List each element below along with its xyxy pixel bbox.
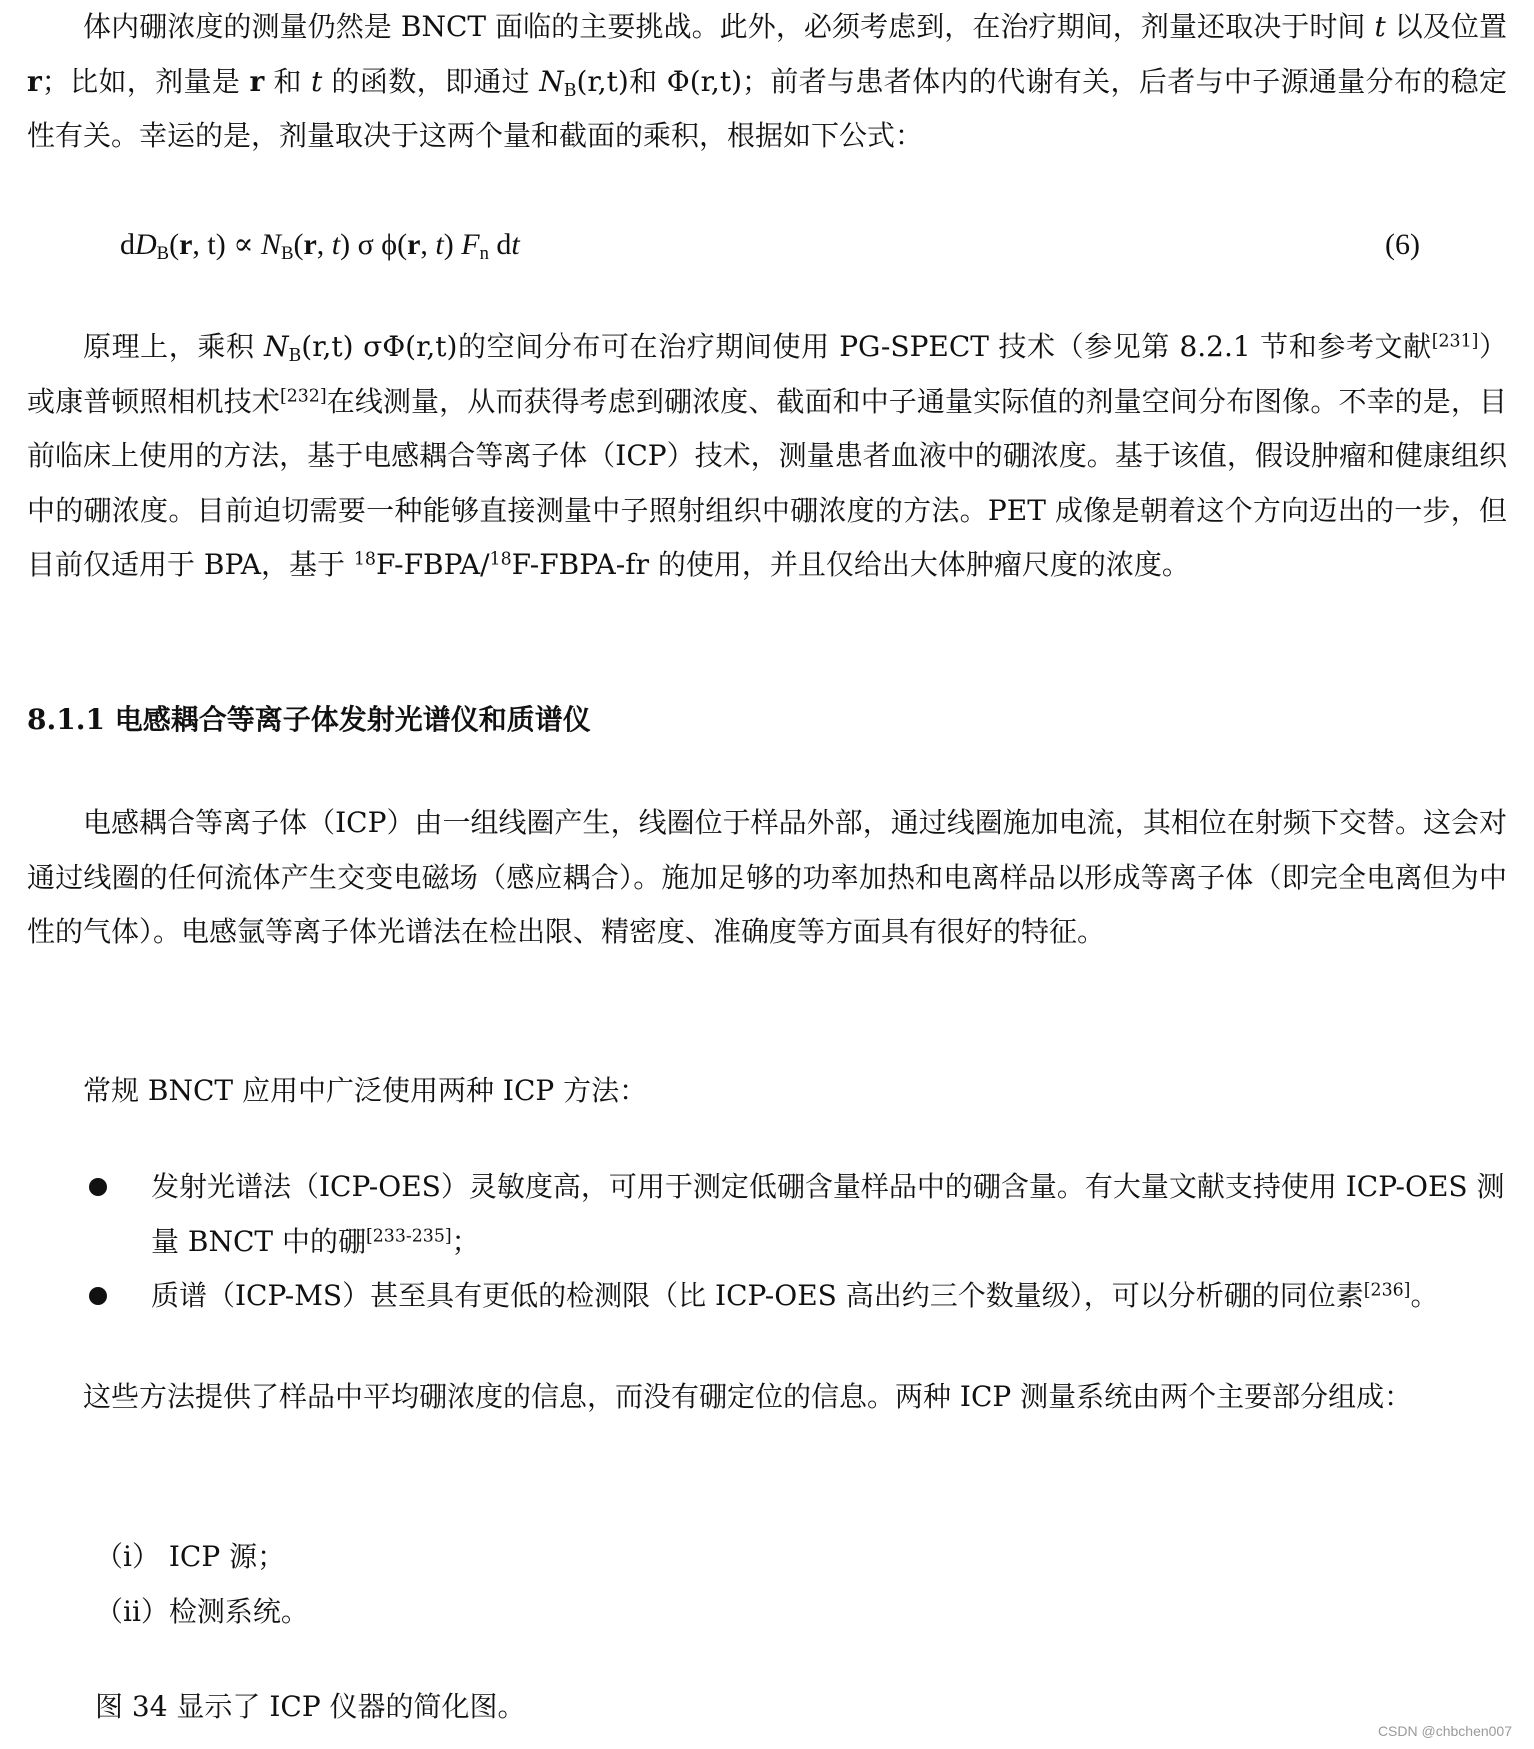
paragraph-components <box>27 1370 1507 1425</box>
citation-231: [231] <box>1431 331 1479 352</box>
paragraph-figure-ref <box>95 1680 1495 1735</box>
paragraph-components-text: 这些方法提供了样品中平均硼浓度的信息，而没有硼定位的信息。两种 ICP 测量系统由两个主要部分组成： <box>83 1380 1413 1413</box>
watermark: CSDN @chbchen007 <box>1377 1723 1512 1739</box>
citation-233-235: [233-235] <box>365 1225 452 1246</box>
paragraph-methods-intro <box>27 1064 1507 1119</box>
paragraph-intro <box>27 0 1507 164</box>
bullet-dot-icon <box>89 1287 107 1305</box>
bullet-item-icp-ms: 质谱（ICP-MS）甚至具有更低的检测限（比 ICP-OES 高出约三个数量级），可以分析硼的同位素[236]。 <box>27 1269 1507 1324</box>
paragraph-icp-text: 电感耦合等离子体（ICP）由一组线圈产生，线圈位于样品外部，通过线圈施加电流，其相位在射频下交替。这会对通过线圈的任何流体产生交变电磁场（感应耦合）。施加足够的功率加热和电离样品以形成等离子体（即完全电离但为中性的气体）。电感氩等离子体光谱法在检出限、精密度、准确度等方面具有很好的特征。 <box>27 806 1507 948</box>
citation-236: [236] <box>1363 1280 1411 1301</box>
bullet-item-icp-oes: 发射光谱法（ICP-OES）灵敏度高，可用于测定低硼含量样品中的硼含量。有大量文献支持使用 ICP-OES 测量 BNCT 中的硼[233-235]； <box>27 1160 1507 1269</box>
formula-expression: $dD_B(r$, $t) \propto N_B(r$, t) σ ϕ(r, t) $F_n$ dt <box>120 228 520 265</box>
paragraph-intro-text: 体内硼浓度的测量仍然是 BNCT 面临的主要挑战。此外，必须考虑到，在治疗期间，剂量还取决于时间 t 以及位置 r；比如，剂量是 r 和 t 的函数，即通过 $N_B(r,t)$和 Φ(r,t)；前者与患者体内的代谢有关，后者与中子源通量分布的稳定性有关。幸运的是，剂量取决于这两个量和截面的乘积，根据如下公式： <box>27 10 1507 152</box>
component-list <box>95 1530 309 1639</box>
equation-number: (6) <box>1385 228 1420 261</box>
bullet-dot-icon <box>89 1178 107 1196</box>
paragraph-figure-ref-text: 图 34 显示了 ICP 仪器的简化图。 <box>95 1690 526 1723</box>
list-item: （ii）检测系统。 <box>95 1594 309 1628</box>
dose-formula <box>120 218 1420 272</box>
paragraph-icp-description <box>27 796 1507 960</box>
section-heading: 8.1.1 电感耦合等离子体发射光谱仪和质谱仪 <box>27 703 591 736</box>
paragraph-methods-text: 常规 BNCT 应用中广泛使用两种 ICP 方法： <box>83 1074 648 1107</box>
list-item: （i） ICP 源； <box>95 1540 286 1573</box>
paragraph-principle-text: 原理上，乘积 $N_B(r,t)$ σΦ(r,t)的空间分布可在治疗期间使用 PG-SPECT 技术（参见第 8.2.1 节和参考文献[231]）或康普顿照相机技术[232]在线测量，从而获得考虑到硼浓度、截面和中子通量实际值的剂量空间分布图像。不幸的是，目前临床上使用的方法，基于电感耦合等离子体（ICP）技术，测量患者血液中的硼浓度。基于该值，假设肿瘤和健康组织中的硼浓度。目前迫切需要一种能够直接测量中子照射组织中硼浓度的方法。PET 成像是朝着这个方向迈出的一步，但目前仅适用于 BPA，基于 $^{18}$F-FBPA/$^{18}$F-FBPA-fr 的使用，并且仅给出大体肿瘤尺度的浓度。 <box>27 330 1507 581</box>
bullet-list <box>27 1160 1507 1324</box>
paragraph-principle <box>27 320 1507 593</box>
citation-232: [232] <box>279 385 327 406</box>
